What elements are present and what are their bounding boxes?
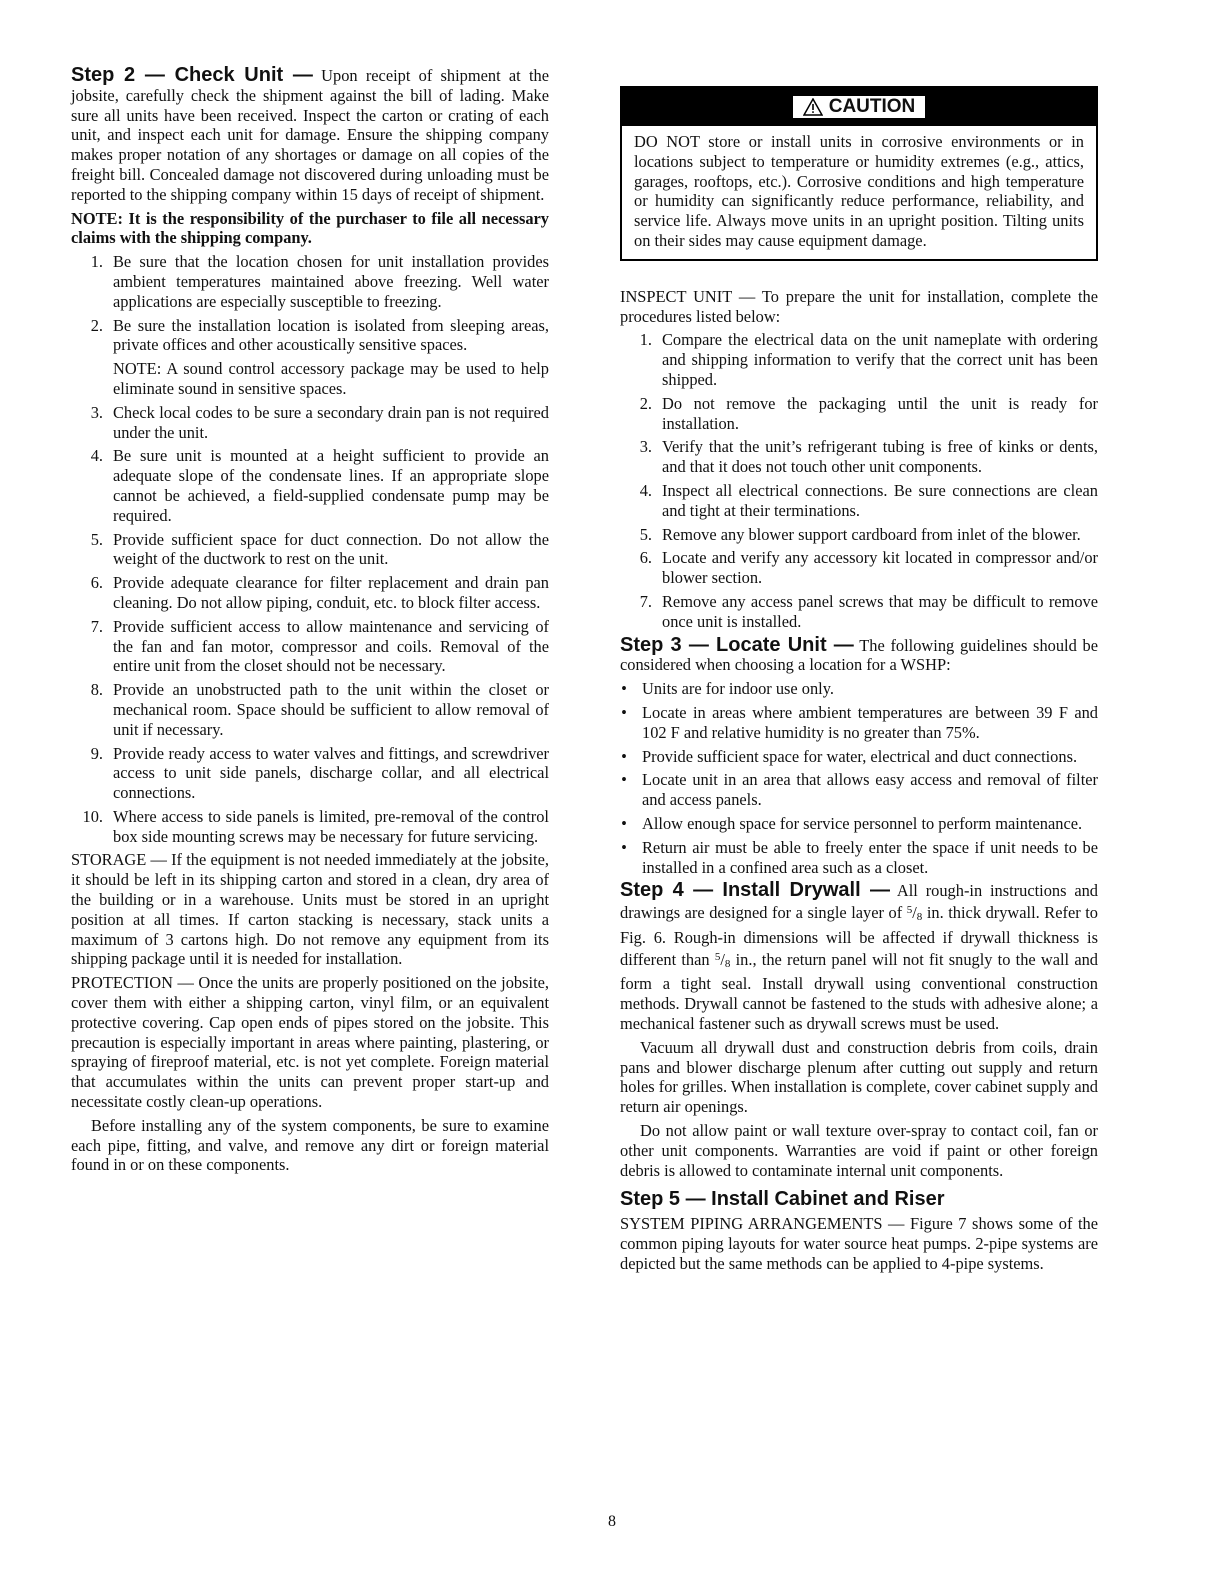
- list-item: 3. Verify that the unit’s refrigerant tubing is free of kinks or dents, and that it does not touch other unit components.: [639, 437, 1098, 477]
- list-item: • Provide sufficient space for water, electrical and duct connections.: [621, 746, 1078, 766]
- fraction-five-eighths: $^5/_8$: [714, 949, 731, 970]
- list-item: 10. Where access to side panels is limited, pre-removal of the control box side mounting screws may be necessary for future servicing.: [82, 806, 549, 846]
- system-piping-paragraph: SYSTEM PIPING ARRANGEMENTS — Figure 7 shows some of the common piping layouts for water source heat pumps. 2-pipe systems are depicted but the same methods can be applied to 4-pipe systems.: [620, 1214, 1098, 1273]
- list-item: • Locate unit in an area that allows easy access and removal of filter and access panels.: [621, 770, 1098, 810]
- step2-heading: Step 2 — Check Unit —: [71, 64, 313, 86]
- right-column: [620, 86, 1098, 1278]
- list-item: 6. Locate and verify any accessory kit located in compressor and/or blower section.: [639, 548, 1098, 588]
- protection-paragraph: PROTECTION — Once the units are properly positioned on the jobsite, cover them with either a shipping carton, vinyl film, or an equivalent protective covering. Cap open ends of pipes stored on the jobsite. This precaution is especially important in areas where painting, plastering, or spraying of fireproof material, etc. is not yet complete. Foreign material that accumulates within the units can prevent proper start-up and necessitate costly clean-up operations.: [71, 973, 549, 1112]
- overspray-paragraph: Do not allow paint or wall texture over-spray to contact coil, fan or other unit components. Warranties are void if paint or other foreign debris is allowed to contaminate internal unit components.: [620, 1121, 1098, 1180]
- list-item: 7. Provide sufficient access to allow maintenance and servicing of the fan and fan motor, compressor and coils. Removal of the entire unit from the closet should not be necessary.: [90, 616, 549, 676]
- page-number: 8: [608, 1513, 616, 1530]
- list-item: 6. Provide adequate clearance for filter replacement and drain pan cleaning. Do not allow piping, conduit, etc. to block filter access.: [90, 573, 549, 612]
- fraction-five-eighths: $^5/_8$: [906, 903, 923, 924]
- step4-paragraph: Step 4 — Install Drywall — All rough-in instructions and drawings are designed for a single layer of $^5/_8$ in. thick drywall. Refer to Fig. 6. Rough-in dimensions will be affected if drywall thickness is different than $^5/_8$ in., the return panel will not fit snugly to the wall and form a tight seal. Install drywall using conventional construction methods. Drywall cannot be fastened to the studs with adhesive alone; a mechanical fastener such as drywall screws must be used.: [620, 879, 1099, 1034]
- list-item: • Units are for indoor use only.: [621, 679, 834, 699]
- list-item: • Allow enough space for service personnel to perform maintenance.: [621, 813, 1083, 833]
- list-item: 1. Be sure that the location chosen for unit installation provides ambient temperatures maintained above freezing. Well water applications are especially susceptible to freezing.: [90, 252, 549, 311]
- location-checklist: [71, 252, 549, 846]
- inspect-unit-intro: INSPECT UNIT — To prepare the unit for installation, complete the procedures listed below:: [620, 286, 1098, 326]
- vacuum-paragraph: Vacuum all drywall dust and construction debris from coils, drain pans and blower discharge plenum after cutting out supply and return holes for grilles. When installation is complete, cover cabinet supply and return air openings.: [620, 1037, 1098, 1117]
- step3-paragraph: [620, 633, 1098, 676]
- list-item: 5. Provide sufficient space for duct connection. Do not allow the weight of the ductwork to rest on the unit.: [90, 529, 549, 569]
- list-item: 9. Provide ready access to water valves and fittings, and screwdriver access to unit side panels, discharge collar, and all electrical connections.: [90, 743, 549, 803]
- left-column: [71, 66, 549, 1179]
- caution-title: CAUTION: [828, 96, 916, 118]
- step3-text: The following guidelines should be considered when choosing a location for a WSHP:: [620, 635, 1098, 675]
- warning-triangle-icon: [803, 98, 823, 116]
- step4-heading: Step 4 — Install Drywall —: [620, 879, 890, 902]
- list-item: 4. Inspect all electrical connections. Be sure connections are clean and tight at their terminations.: [639, 480, 1098, 520]
- before-installing-paragraph: Before installing any of the system components, be sure to examine each pipe, fitting, and valve, and remove any dirt or foreign material found in or on these components.: [71, 1115, 549, 1175]
- step5-heading: Step 5 — Install Cabinet and Riser: [620, 1188, 945, 1211]
- list-item: 4. Be sure unit is mounted at a height sufficient to provide an adequate slope of the condensate lines. If an appropriate slope cannot be achieved, a field-supplied condensate pump may be required.: [90, 446, 549, 525]
- caution-text: DO NOT store or install units in corrosive environments or in locations subject to temperature or humidity extremes (e.g., attics, garages, rooftops, etc.). Corrosive conditions and high temperature or humidity can significantly reduce performance, reliability, and service life. Always move units in an upright position. Tilting units on their sides may cause equipment damage.: [634, 132, 1084, 250]
- storage-paragraph: STORAGE — If the equipment is not needed immediately at the jobsite, it should be left in its shipping carton and stored in a clean, dry area of the building or in a warehouse. Units must be stored in an upright position at all times. If carton stacking is necessary, stack units a maximum of 3 cartons high. Do not remove any equipment from its shipping package until it is needed for installation.: [71, 850, 549, 969]
- list-item: 1. Compare the electrical data on the unit nameplate with ordering and shipping information to verify that the correct unit has been shipped.: [639, 330, 1098, 389]
- list-item: 5. Remove any blower support cardboard from inlet of the blower.: [639, 524, 1081, 544]
- list-item: • Locate in areas where ambient temperatures are between 39 F and 102 F and relative humidity is no greater than 75%.: [621, 702, 1098, 742]
- list-item: • Return air must be able to freely enter the space if unit needs to be installed in a confined area such as a closet.: [621, 837, 1098, 877]
- location-guidelines: [620, 679, 1098, 877]
- caution-header: [622, 88, 1096, 126]
- list-item: 2. Do not remove the packaging until the unit is ready for installation.: [639, 393, 1098, 433]
- step3-heading: Step 3 — Locate Unit —: [620, 633, 854, 656]
- caution-box: [620, 86, 1098, 261]
- step2-paragraph: [71, 66, 549, 205]
- step2-text: Upon receipt of shipment at the jobsite, carefully check the shipment against the bill of lading. Make sure all units have been received. Inspect the carton or crating of each unit, and inspect each unit for damage. Ensure the shipping company makes proper notation of any shortages or damage on all copies of the freight bill. Concealed damage not discovered during unloading must be reported to the shipping company within 15 days of receipt of shipment.: [71, 66, 549, 204]
- list-item: 2. Be sure the installation location is isolated from sleeping areas, private offices and other acoustically sensitive spaces. NOTE: A sound control accessory package may be used to help eliminate sound in sensitive spaces.: [90, 315, 549, 398]
- list-item: 7. Remove any access panel screws that may be difficult to remove once unit is installed.: [639, 591, 1098, 631]
- purchaser-note: NOTE: It is the responsibility of the purchaser to file all necessary claims with the shipping company.: [71, 208, 549, 248]
- caution-label: [791, 94, 928, 120]
- inspect-unit-list: [620, 330, 1098, 631]
- list-item: 3. Check local codes to be sure a secondary drain pan is not required under the unit.: [90, 402, 549, 442]
- list-item: 8. Provide an unobstructed path to the unit within the closet or mechanical room. Space should be sufficient to allow removal of unit if necessary.: [90, 680, 549, 739]
- sound-control-note: NOTE: A sound control accessory package may be used to help eliminate sound in sensitive spaces.: [113, 359, 549, 398]
